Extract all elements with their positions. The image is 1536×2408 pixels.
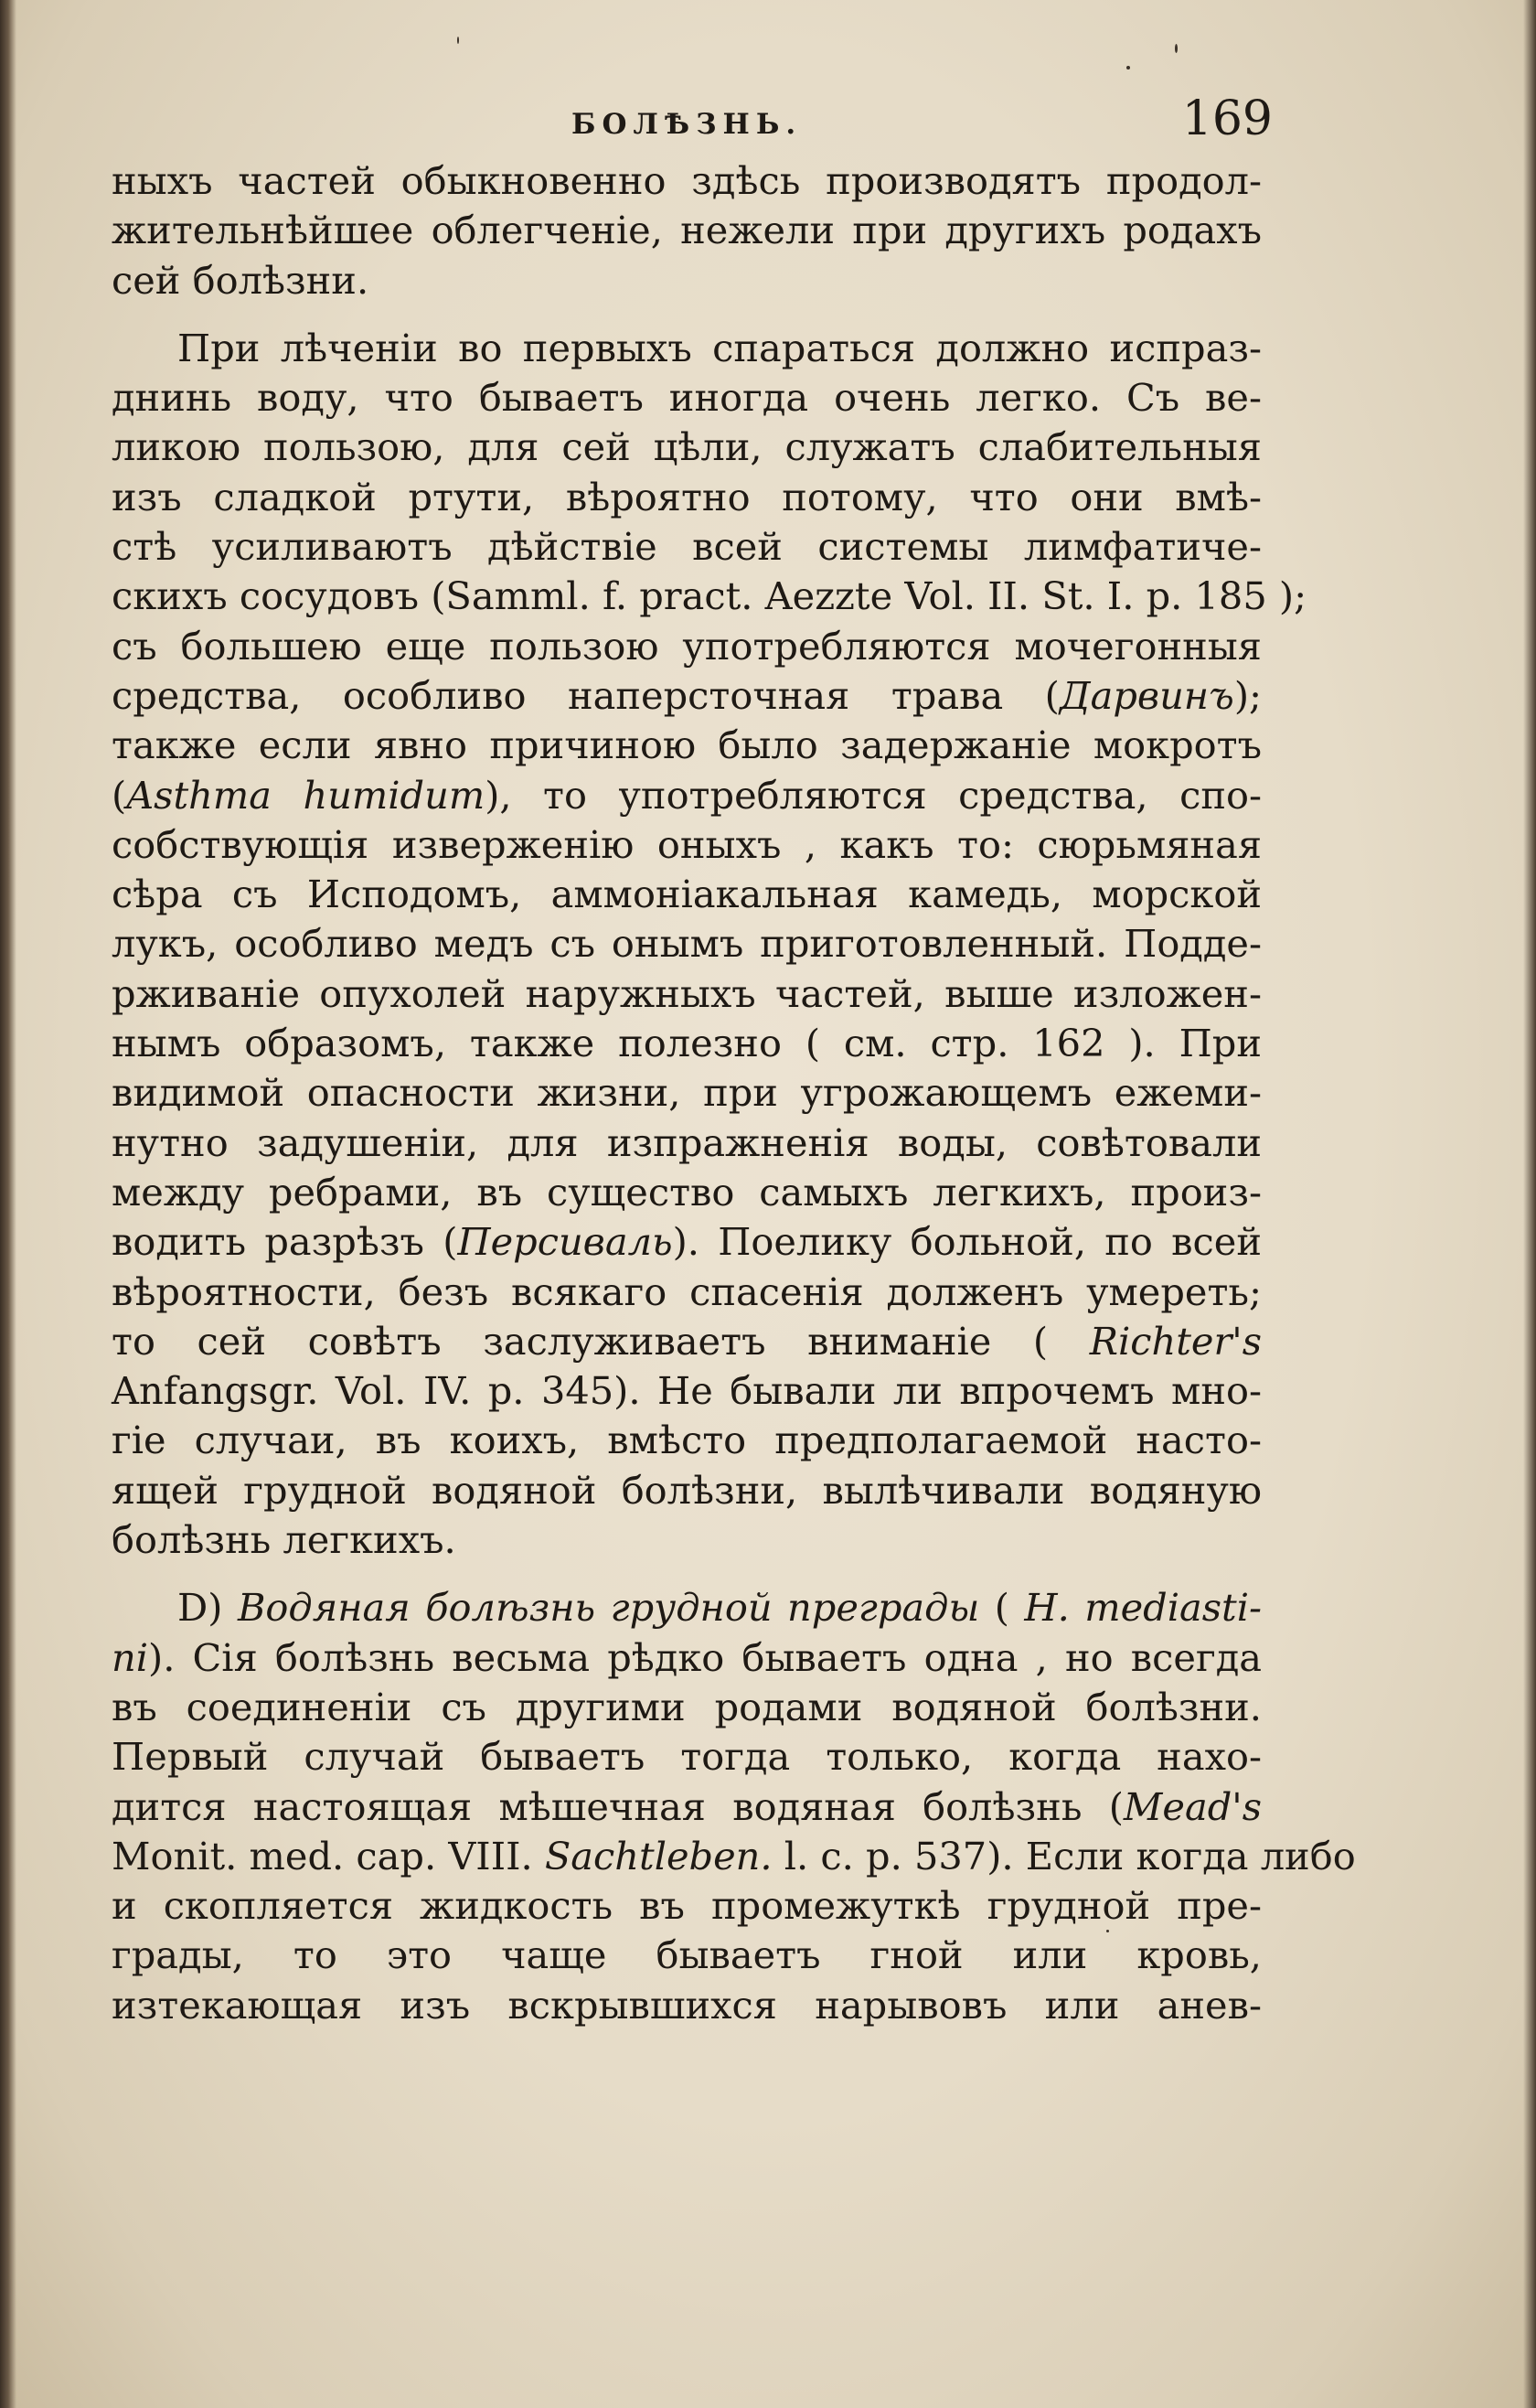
text-run: При лѣченіи во первыхъ спараться должно испраз- [177, 325, 1262, 370]
italic-run: H. mediasti- [1024, 1585, 1262, 1631]
italic-run: ni [112, 1634, 149, 1680]
text-line [112, 721, 1262, 770]
paragraph-gap [112, 1565, 1262, 1583]
text-line [112, 1168, 1262, 1217]
ink-speck [1175, 44, 1178, 53]
text-run: D) [177, 1585, 238, 1631]
text-line [112, 1019, 1262, 1068]
text-line [112, 473, 1262, 522]
page-number: 169 [1181, 91, 1273, 146]
text-run: грады, то это чаще бываетъ гной или кровь, [112, 1932, 1262, 1978]
text-run: стѣ усиливаютъ дѣйствіе всей системы лимфатиче- [112, 524, 1262, 570]
text-run: сѣра съ Исподомъ, аммоніакальная камедь, морской [112, 872, 1262, 917]
text-run: ). Поелику больной, по всей [672, 1219, 1262, 1265]
paragraph-gap [112, 305, 1262, 324]
text-line [112, 969, 1262, 1019]
text-line [112, 1268, 1262, 1317]
text-run: изтекающая изъ вскрывшихся нарывовъ или анев- [112, 1982, 1262, 2028]
text-line [112, 622, 1262, 671]
italic-run: Водяная болѣзнь грудной преграды [237, 1585, 980, 1631]
text-line [112, 1515, 1262, 1565]
text-run: ); [1233, 672, 1262, 718]
page-left-edge [0, 0, 16, 2408]
page-right-edge [1523, 0, 1536, 2408]
text-line [112, 423, 1262, 472]
text-run: сей болѣзни. [112, 257, 369, 303]
text-line [112, 572, 1307, 621]
text-run: ), то употребляются средства, спо- [485, 772, 1262, 818]
text-line [112, 1683, 1262, 1732]
text-run: нутно задушеніи, для изпражненія воды, совѣтовали [112, 1119, 1262, 1165]
text-run: жительнѣйшее облегченіе, нежели при другихъ родахъ [112, 208, 1262, 253]
text-run: также если явно причиною было задержаніе мокротъ [112, 722, 1262, 768]
ink-speck [457, 37, 459, 44]
text-line [112, 1416, 1262, 1465]
text-run: и скопляется жидкость въ промежуткѣ грудной пре- [112, 1883, 1262, 1929]
text-run: изъ сладкой ртути, вѣроятно потому, что они вмѣ- [112, 474, 1262, 519]
text-run: съ большею еще пользою употребляются мочегонныя [112, 623, 1262, 669]
text-line [112, 1366, 1262, 1416]
text-line [112, 1633, 1262, 1683]
text-run: собствующія изверженію оныхъ , какъ то: сюрьмяная [112, 821, 1262, 867]
italic-run: Дарвинъ [1059, 672, 1234, 718]
text-line [112, 522, 1262, 572]
text-run: ( [112, 772, 127, 818]
text-run: Первый случай бываетъ тогда только, когда нахо- [112, 1734, 1262, 1780]
text-run: гіе случаи, въ коихъ, вмѣсто предполагаемой насто- [112, 1418, 1262, 1463]
text-run: въ соединеніи съ другими родами водяной болѣзни. [112, 1684, 1262, 1729]
text-line [112, 324, 1262, 373]
text-line [112, 206, 1262, 255]
ink-speck [1126, 66, 1130, 70]
text-line [112, 373, 1262, 423]
text-run: рживаніе опухолей наружныхъ частей, выше изложен- [112, 970, 1262, 1016]
text-run: нымъ образомъ, также полезно ( см. стр. 162 ). При [112, 1021, 1262, 1066]
text-line [112, 820, 1262, 870]
text-line [112, 671, 1262, 721]
text-run: Monit. med. cap. VIII. [112, 1833, 545, 1878]
italic-run: Asthma humidum [126, 772, 485, 818]
text-run: ). Сія болѣзнь весьма рѣдко бываетъ одна , но всегда [148, 1634, 1262, 1680]
text-line [112, 1466, 1262, 1515]
text-run: дится настоящая мѣшечная водяная болѣзнь ( [112, 1783, 1124, 1829]
italic-run: Mead's [1123, 1783, 1262, 1829]
text-run: вѣроятности, безъ всякаго спасенія долженъ умереть; [112, 1268, 1262, 1314]
text-line [112, 256, 1262, 305]
running-title: БОЛѢЗНЬ. [571, 108, 803, 141]
text-run: днинь воду, что бываетъ иногда очень легко. Съ ве- [112, 375, 1262, 421]
text-line [112, 1118, 1262, 1168]
text-run: видимой опасности жизни, при угрожающемъ ежеми- [112, 1070, 1262, 1116]
italic-run: Персиваль [457, 1219, 673, 1265]
body-text [112, 156, 1356, 2030]
text-line [112, 919, 1262, 969]
text-run: l. c. p. 537). Если когда либо [772, 1833, 1356, 1878]
text-line [112, 1981, 1262, 2030]
italic-run: Richter's [1089, 1318, 1262, 1364]
text-run: болѣзнь легкихъ. [112, 1517, 456, 1563]
text-run: водить разрѣзъ ( [112, 1219, 458, 1265]
text-line [112, 1782, 1262, 1832]
text-run: скихъ сосудовъ (Samml. f. pract. Aezzte Vol. II. St. I. p. 185 ); [112, 573, 1307, 619]
text-run: то сей совѣтъ заслуживаетъ вниманіе ( [112, 1318, 1090, 1364]
text-line [112, 1583, 1262, 1632]
ink-speck [1106, 1930, 1109, 1932]
running-head [110, 91, 1273, 146]
text-run: ныхъ частей обыкновенно здѣсь производятъ продол- [112, 158, 1262, 203]
text-run: Anfangsgr. Vol. IV. p. 345). Не бывали ли впрочемъ мно- [112, 1368, 1262, 1414]
text-line [112, 870, 1262, 919]
text-line [112, 1068, 1262, 1118]
text-run: ликою пользою, для сей цѣли, служатъ слабительныя [112, 424, 1262, 470]
text-line [112, 156, 1262, 206]
text-line [112, 1931, 1262, 1980]
text-run: ящей грудной водяной болѣзни, вылѣчивали водяную [112, 1467, 1262, 1513]
text-line [112, 1317, 1262, 1366]
text-line [112, 1832, 1356, 1881]
text-run: лукъ, особливо медъ съ онымъ приготовленный. Подде- [112, 921, 1262, 967]
text-line [112, 1881, 1262, 1931]
text-run: между ребрами, въ существо самыхъ легкихъ, произ- [112, 1169, 1262, 1215]
italic-run: Sachtleben. [544, 1833, 773, 1878]
text-run: ( [979, 1585, 1025, 1631]
text-line [112, 1217, 1262, 1267]
text-run: средства, особливо наперсточная трава ( [112, 672, 1060, 718]
text-line [112, 1732, 1262, 1782]
text-line [112, 771, 1262, 820]
